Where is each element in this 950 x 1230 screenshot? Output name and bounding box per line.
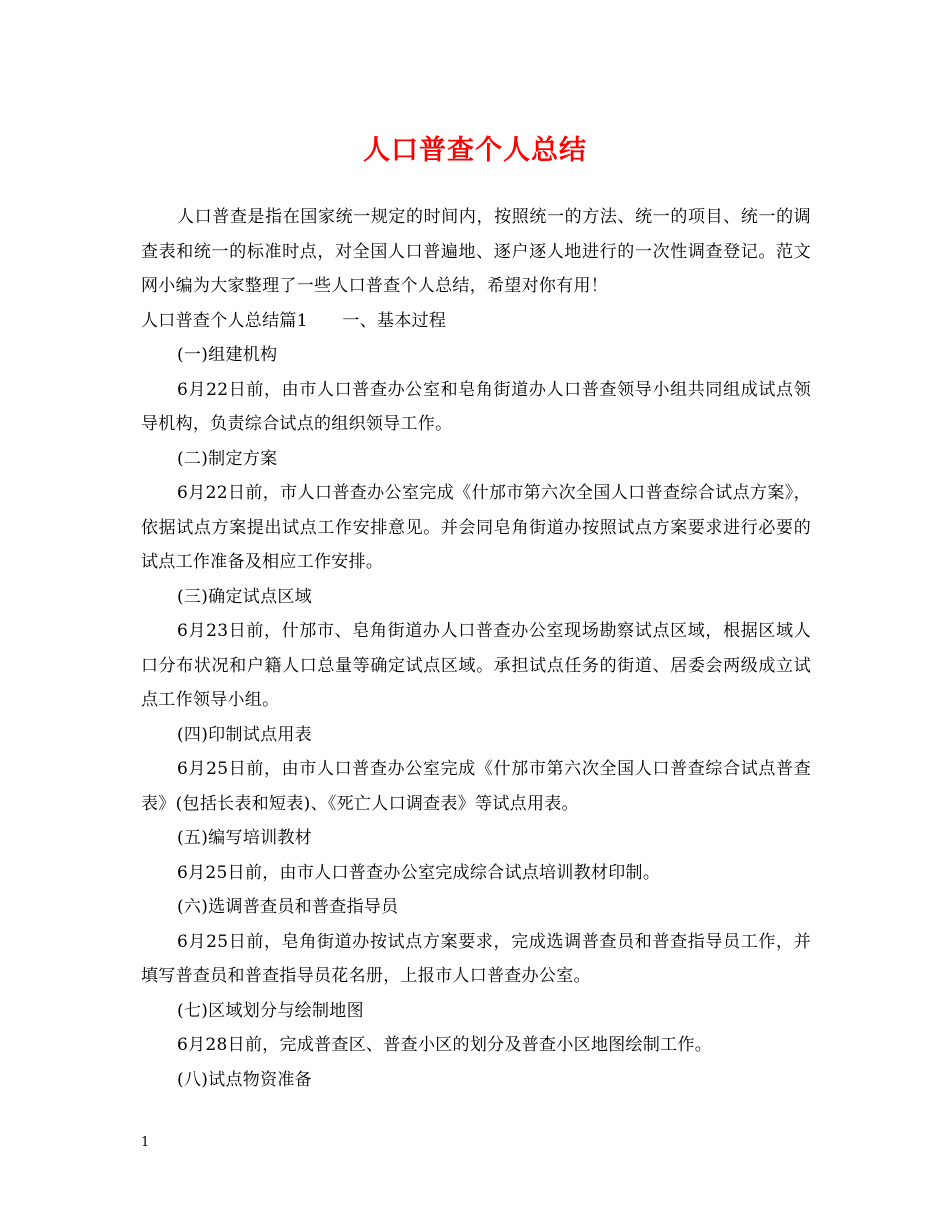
paragraph-5: 6月25日前，由市人口普查办公室完成综合试点培训教材印制。 bbox=[177, 862, 661, 883]
page-number: 1 bbox=[141, 1135, 150, 1150]
intro-paragraph: 人口普查是指在国家统一规定的时间内，按照统一的方法、统一的项目、统一的调查表和统一的标准时点，对全国人口普遍地、逐户逐人地进行的一次性调查登记。范文网小编为大家整理了一些人口普查个人总结，希望对你有用！ bbox=[141, 207, 811, 296]
paragraph-6: 6月25日前，皂角街道办按试点方案要求，完成选调普查员和普查指导员工作，并填写普查员和普查指导员花名册，上报市人口普查办公室。 bbox=[141, 931, 811, 986]
subheading-5: (五)编写培训教材 bbox=[177, 828, 312, 848]
paragraph-3: 6月23日前，什邡市、皂角街道办人口普查办公室现场勘察试点区域，根据区域人口分布状况和户籍人口总量等确定试点区域。承担试点任务的街道、居委会两级成立试点工作领导小组。 bbox=[141, 621, 811, 710]
document-body bbox=[141, 200, 811, 1097]
subheading-2: (二)制定方案 bbox=[177, 448, 278, 469]
paragraph-7: 6月28日前，完成普查区、普查小区的划分及普查小区地图绘制工作。 bbox=[177, 1035, 713, 1055]
subheading-4: (四)印制试点用表 bbox=[177, 724, 312, 745]
subheading-1: (一)组建机构 bbox=[177, 345, 278, 365]
paragraph-1: 6月22日前，由市人口普查办公室和皂角街道办人口普查领导小组共同组成试点领导机构，负责综合试点的组织领导工作。 bbox=[141, 379, 811, 434]
section-heading: 人口普查个人总结篇1 一、基本过程 bbox=[141, 310, 447, 331]
subheading-3: (三)确定试点区域 bbox=[177, 586, 312, 607]
subheading-6: (六)选调普查员和普查指导员 bbox=[177, 897, 399, 917]
paragraph-4: 6月25日前，由市人口普查办公室完成《什邡市第六次全国人口普查综合试点普查表》(包括长表和短表)、《死亡人口调查表》等试点用表。 bbox=[141, 759, 811, 814]
paragraph-2: 6月22日前，市人口普查办公室完成《什邡市第六次全国人口普查综合试点方案》，依据试点方案提出试点工作安排意见。并会同皂角街道办按照试点方案要求进行必要的试点工作准备及相应工作安排。 bbox=[141, 483, 811, 572]
subheading-7: (七)区域划分与绘制地图 bbox=[177, 1000, 364, 1021]
subheading-8: (八)试点物资准备 bbox=[177, 1069, 312, 1090]
document-title: 人口普查个人总结 bbox=[363, 135, 587, 166]
